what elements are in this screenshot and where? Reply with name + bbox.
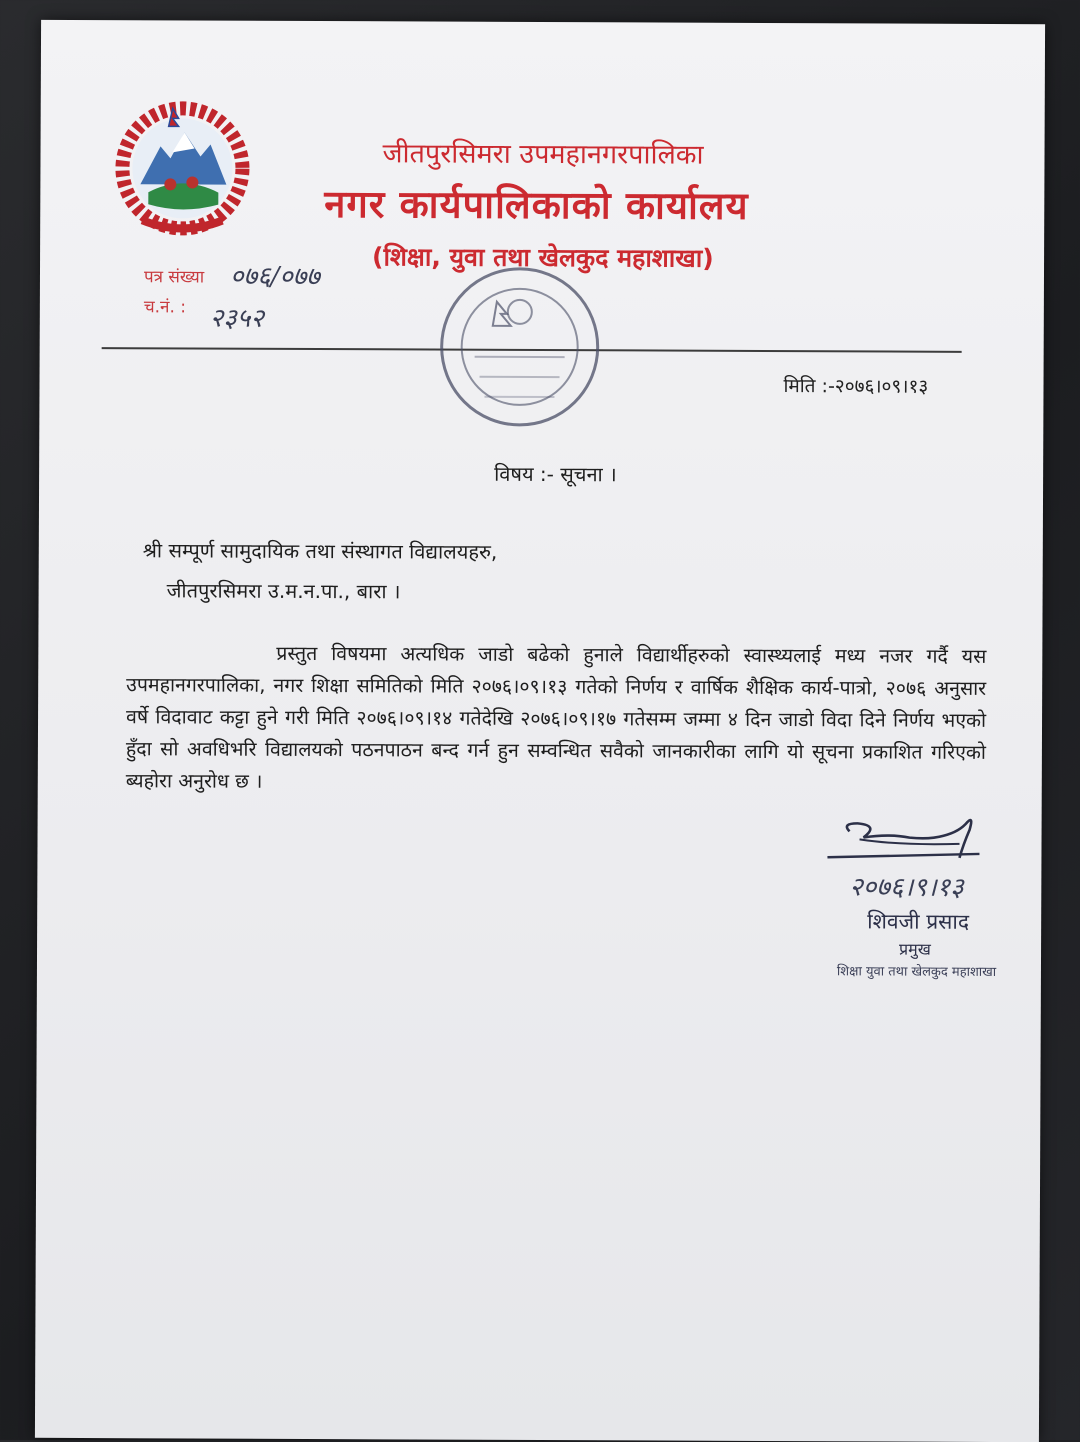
signatory-department: शिक्षा युवा तथा खेलकुद महाशाखा [837, 961, 996, 980]
dispatch-no-value: २३५२ [210, 299, 264, 335]
letter-date: मिति :-२०७६।०९।१३ [783, 372, 928, 399]
addressee-line-1: श्री सम्पूर्ण सामुदायिक तथा संस्थागत विद्यालयहरु, [143, 536, 498, 565]
addressee-line-2: जीतपुरसिमरा उ.म.न.पा., बारा । [167, 576, 401, 604]
letter-page [35, 20, 1045, 1442]
letter-no-value: ०७६/०७७ [230, 257, 320, 293]
office-name: नगर कार्यपालिकाको कार्यालय [324, 177, 749, 231]
letter-no-label: पत्र संख्या [144, 264, 204, 287]
dispatch-no-label: च.नं. : [144, 294, 186, 317]
subject-line: विषय :- सूचना । [494, 460, 617, 488]
municipality-name: जीतपुरसिमरा उपमहानगरपालिका [382, 133, 703, 171]
signature-scribble [819, 813, 1009, 874]
division-name: (शिक्षा, युवा तथा खेलकुद महाशाखा) [372, 239, 714, 274]
signature-date: २०७६।९।१३ [849, 867, 964, 903]
signatory-name: शिवजी प्रसाद [867, 907, 969, 935]
office-stamp [434, 262, 605, 433]
signatory-title: प्रमुख [899, 938, 931, 960]
notice-body: प्रस्तुत विषयमा अत्यधिक जाडो बढेको हुनाले विद्यार्थीहरुको स्वास्थ्यलाई मध्य नजर गर्दै यस उपमहानगरपालिका, नगर शिक्षा समितिको मिति २०७६।०९।१३ गतेको निर्णय र वार्षिक शैक्षिक कार्य-पात्रो, २०७६ अनुसार वर्षे विदावाट कट्टा हुने गरी मिति २०७६।०९।१४ गतेदेखि २०७६।०९।१७ गतेसम्म जम्मा ४ दिन जाडो विदा दिने निर्णय भएको हुँदा सो अवधिभरि विद्यालयको पठनपाठन बन्द गर्न हुन सम्वन्धित सवैको जानकारीका लागि यो सूचना प्रकाशित गरिएको ब्यहोरा अनुरोध छ । [126, 637, 987, 801]
nepal-emblem-logo [112, 96, 253, 237]
